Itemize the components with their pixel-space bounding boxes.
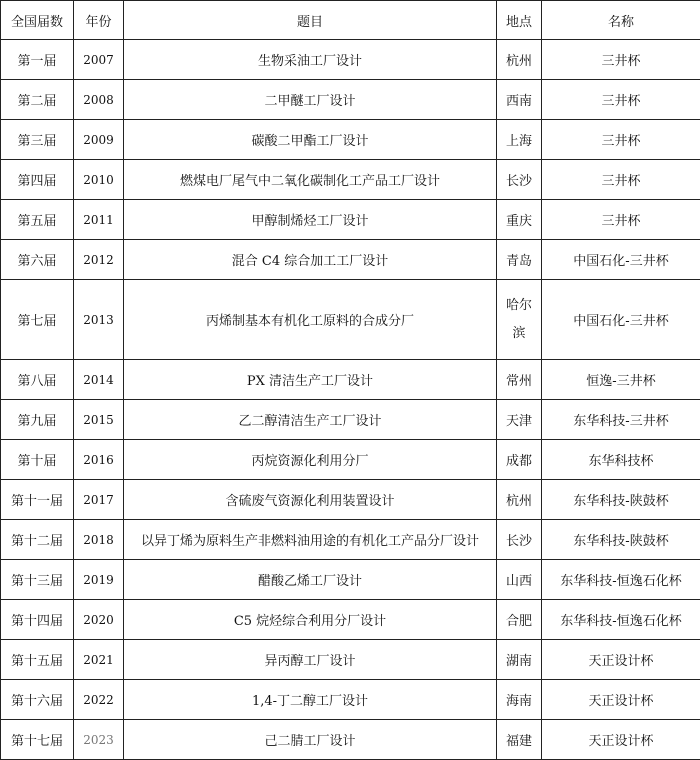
cell-year: 2016 (74, 440, 124, 480)
cell-topic: 二甲醚工厂设计 (124, 80, 497, 120)
cell-topic: 己二腈工厂设计 (124, 720, 497, 760)
cell-location: 福建 (497, 720, 542, 760)
cell-name: 中国石化-三井杯 (542, 280, 700, 360)
cell-location: 合肥 (497, 600, 542, 640)
cell-edition: 第十五届 (1, 640, 74, 680)
cell-edition: 第二届 (1, 80, 74, 120)
cell-topic: 混合 C4 综合加工工厂设计 (124, 240, 497, 280)
header-name: 名称 (542, 1, 700, 40)
table-row (1, 280, 700, 360)
table-row (1, 120, 700, 160)
cell-name: 天正设计杯 (542, 640, 700, 680)
cell-topic: 碳酸二甲酯工厂设计 (124, 120, 497, 160)
cell-name: 三井杯 (542, 120, 700, 160)
cell-year: 2023 (74, 720, 124, 760)
cell-location: 山西 (497, 560, 542, 600)
cell-edition: 第九届 (1, 400, 74, 440)
header-row (1, 1, 700, 40)
cell-year: 2018 (74, 520, 124, 560)
cell-year: 2007 (74, 40, 124, 80)
cell-year: 2013 (74, 280, 124, 360)
cell-year: 2022 (74, 680, 124, 720)
table-row (1, 360, 700, 400)
cell-edition: 第十二届 (1, 520, 74, 560)
cell-name: 三井杯 (542, 160, 700, 200)
cell-year: 2010 (74, 160, 124, 200)
cell-location: 常州 (497, 360, 542, 400)
cell-topic: 异丙醇工厂设计 (124, 640, 497, 680)
cell-name: 东华科技-恒逸石化杯 (542, 560, 700, 600)
cell-topic: PX 清洁生产工厂设计 (124, 360, 497, 400)
table-row (1, 240, 700, 280)
cell-year: 2015 (74, 400, 124, 440)
cell-location: 成都 (497, 440, 542, 480)
cell-name: 东华科技-陕鼓杯 (542, 520, 700, 560)
header-location: 地点 (497, 1, 542, 40)
cell-year: 2021 (74, 640, 124, 680)
table-row (1, 440, 700, 480)
cell-edition: 第十六届 (1, 680, 74, 720)
cell-name: 天正设计杯 (542, 680, 700, 720)
cell-name: 三井杯 (542, 200, 700, 240)
cell-edition: 第七届 (1, 280, 74, 360)
table-row (1, 80, 700, 120)
cell-topic: 醋酸乙烯工厂设计 (124, 560, 497, 600)
cell-name: 东华科技-三井杯 (542, 400, 700, 440)
cell-edition: 第五届 (1, 200, 74, 240)
cell-topic: 含硫废气资源化利用装置设计 (124, 480, 497, 520)
cell-location (497, 280, 542, 360)
cell-year: 2008 (74, 80, 124, 120)
table-row (1, 520, 700, 560)
cell-year: 2012 (74, 240, 124, 280)
cell-edition: 第四届 (1, 160, 74, 200)
cell-year: 2019 (74, 560, 124, 600)
cell-edition: 第十三届 (1, 560, 74, 600)
cell-location: 青岛 (497, 240, 542, 280)
table-row (1, 680, 700, 720)
cell-location: 长沙 (497, 520, 542, 560)
cell-year: 2011 (74, 200, 124, 240)
header-topic: 题目 (124, 1, 497, 40)
cell-edition: 第八届 (1, 360, 74, 400)
cell-edition: 第十七届 (1, 720, 74, 760)
cell-edition: 第十一届 (1, 480, 74, 520)
header-year: 年份 (74, 1, 124, 40)
cell-topic: 丙烷资源化利用分厂 (124, 440, 497, 480)
cell-topic: 甲醇制烯烃工厂设计 (124, 200, 497, 240)
cell-location: 湖南 (497, 640, 542, 680)
cell-name: 三井杯 (542, 80, 700, 120)
cell-year: 2020 (74, 600, 124, 640)
cell-location-text: 哈尔滨 (503, 292, 535, 348)
cell-location: 杭州 (497, 480, 542, 520)
table-row (1, 720, 700, 760)
cell-edition: 第六届 (1, 240, 74, 280)
table-row (1, 560, 700, 600)
cell-location: 上海 (497, 120, 542, 160)
cell-name: 中国石化-三井杯 (542, 240, 700, 280)
cell-edition: 第十四届 (1, 600, 74, 640)
cell-topic: 乙二醇清洁生产工厂设计 (124, 400, 497, 440)
cell-location: 重庆 (497, 200, 542, 240)
cell-year: 2017 (74, 480, 124, 520)
cell-name: 东华科技杯 (542, 440, 700, 480)
table-row (1, 400, 700, 440)
cell-topic: 丙烯制基本有机化工原料的合成分厂 (124, 280, 497, 360)
cell-name: 恒逸-三井杯 (542, 360, 700, 400)
cell-location: 杭州 (497, 40, 542, 80)
cell-name: 东华科技-陕鼓杯 (542, 480, 700, 520)
table-row (1, 480, 700, 520)
table-row (1, 160, 700, 200)
cell-location: 长沙 (497, 160, 542, 200)
cell-edition: 第一届 (1, 40, 74, 80)
cell-edition: 第十届 (1, 440, 74, 480)
cell-name: 三井杯 (542, 40, 700, 80)
header-edition: 全国届数 (1, 1, 74, 40)
table-row (1, 200, 700, 240)
cell-year: 2009 (74, 120, 124, 160)
cell-topic: 以异丁烯为原料生产非燃料油用途的有机化工产品分厂设计 (124, 520, 497, 560)
cell-location: 海南 (497, 680, 542, 720)
cell-topic: 燃煤电厂尾气中二氧化碳制化工产品工厂设计 (124, 160, 497, 200)
cell-topic: 生物采油工厂设计 (124, 40, 497, 80)
cell-location: 西南 (497, 80, 542, 120)
table-row (1, 600, 700, 640)
cell-name: 东华科技-恒逸石化杯 (542, 600, 700, 640)
cell-edition: 第三届 (1, 120, 74, 160)
cell-name: 天正设计杯 (542, 720, 700, 760)
cell-topic: C5 烷烃综合利用分厂设计 (124, 600, 497, 640)
cell-year: 2014 (74, 360, 124, 400)
cell-topic: 1,4-丁二醇工厂设计 (124, 680, 497, 720)
cell-location: 天津 (497, 400, 542, 440)
table-row (1, 40, 700, 80)
table-row (1, 640, 700, 680)
